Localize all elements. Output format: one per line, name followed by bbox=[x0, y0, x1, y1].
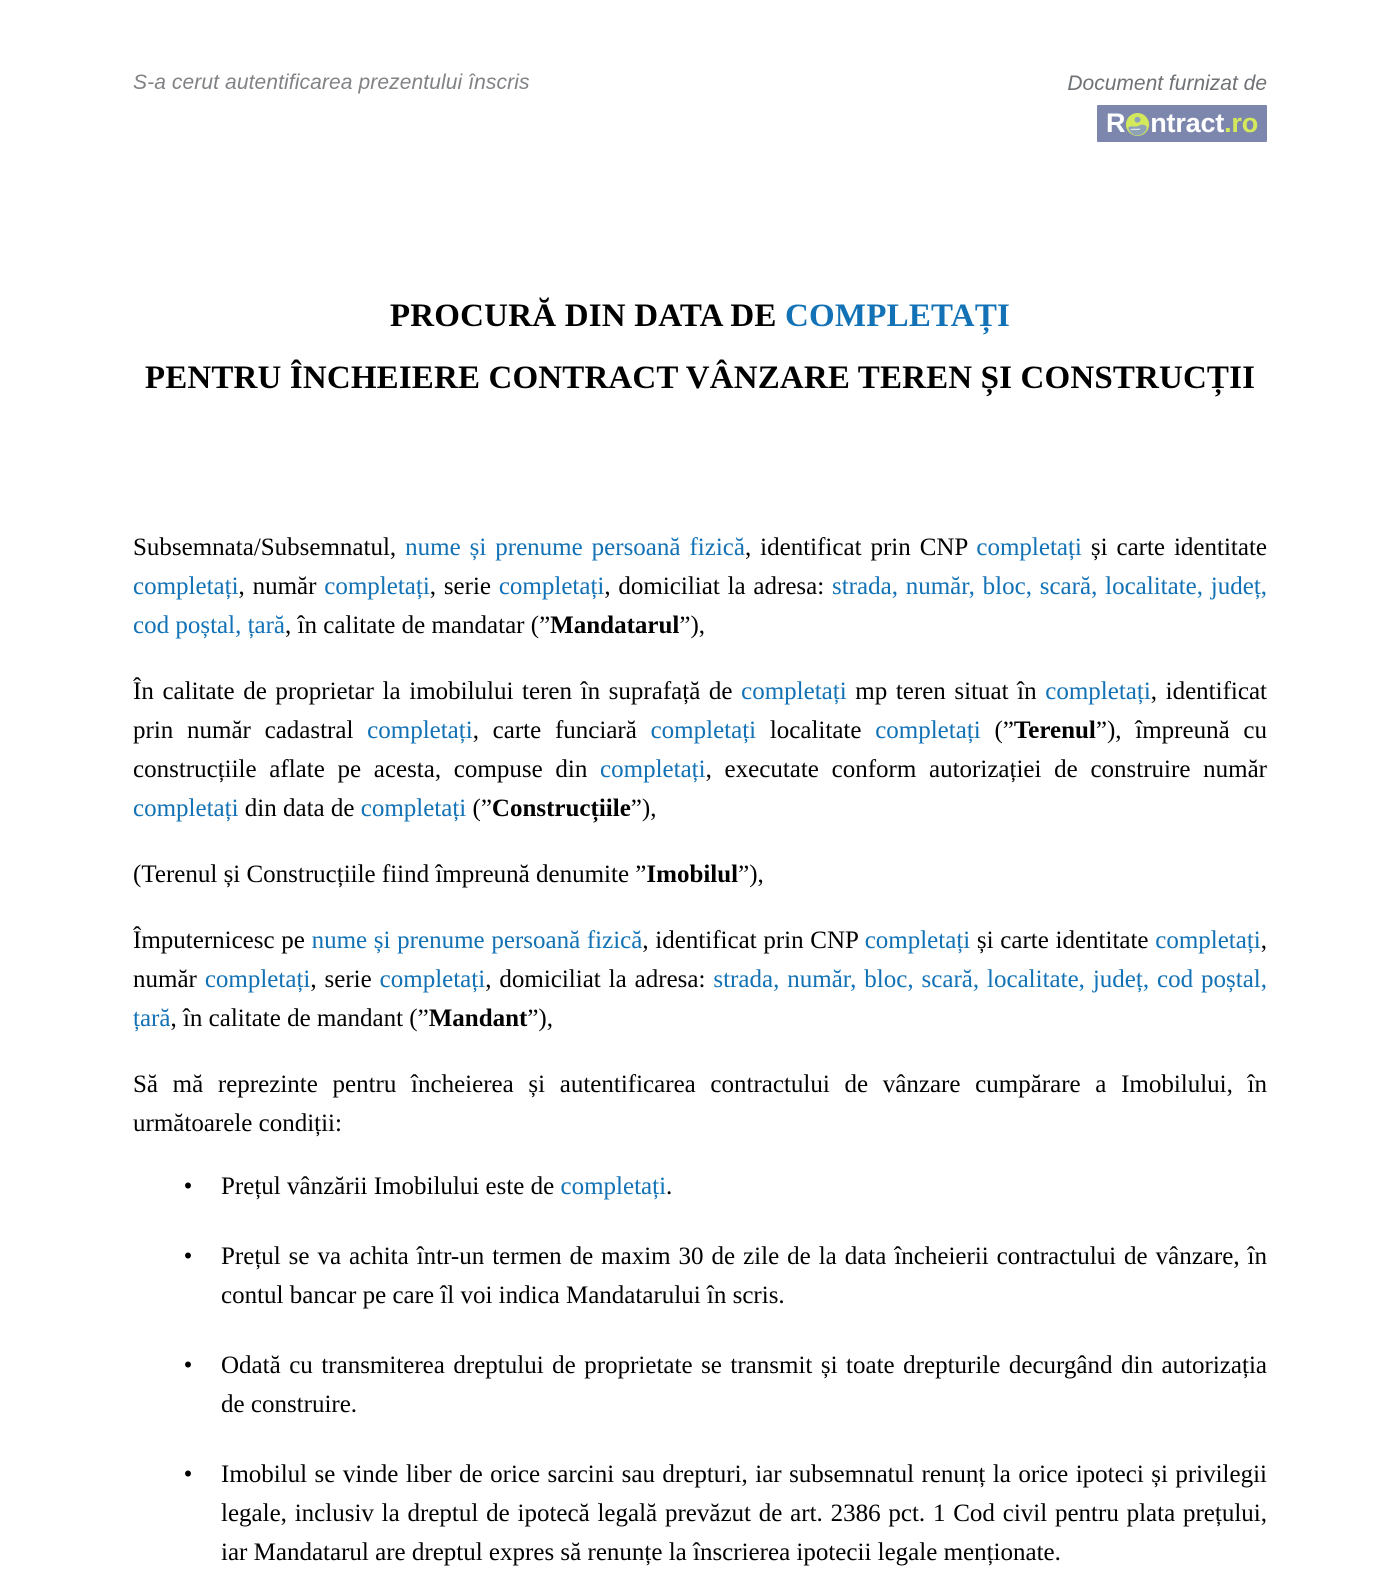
placeholder-field[interactable]: completați bbox=[498, 573, 605, 600]
logo-prefix: R bbox=[1105, 108, 1126, 138]
text-run: Odată cu transmiterea dreptului de proprietate se transmit și toate drepturile decurgând din autorizația de construire. bbox=[221, 1352, 1267, 1418]
page-title-placeholder: COMPLETAȚI bbox=[785, 298, 1011, 334]
placeholder-field[interactable]: strada, număr, bloc, scară, localitate, județ, cod poștal, țară bbox=[133, 966, 1268, 1032]
placeholder-field[interactable]: completați bbox=[875, 717, 981, 744]
text-run: (Terenul și Construcțiile fiind împreună denumite ” bbox=[133, 861, 647, 888]
text-run: . bbox=[666, 1173, 673, 1200]
page-header bbox=[0, 0, 1400, 170]
page-title-prefix: PROCURĂ DIN DATA DE bbox=[389, 298, 786, 334]
provider-label: Document furnizat de bbox=[1067, 72, 1267, 95]
imobilul-definition-paragraph bbox=[133, 855, 1267, 894]
paragraphs-container bbox=[133, 528, 1267, 1143]
authentication-note: S-a cerut autentificarea prezentului înscris bbox=[133, 71, 530, 94]
bullet-icon: • bbox=[183, 1173, 193, 1200]
bullet-icon: • bbox=[183, 1461, 193, 1488]
text-run: Să mă reprezinte pentru încheierea și autentificarea contractului de vânzare cumpărare a Imobilului, în următoarele condiții: bbox=[133, 1071, 1267, 1137]
condition-free-of-encumbrances bbox=[133, 1455, 1267, 1572]
text-run: ”), bbox=[527, 1005, 553, 1032]
text-run: , în calitate de mandant (” bbox=[170, 1005, 429, 1032]
representation-paragraph bbox=[133, 1065, 1267, 1143]
text-run: , domiciliat la adresa: bbox=[485, 966, 714, 993]
text-run: Imobilul se vinde liber de orice sarcini sau drepturi, iar subsemnatul renunț la orice ipoteci și privilegii legale, inclusiv la dreptul de ipotecă legală prevăzut de art. 2386 pct. 1 Cod civil pentru plata prețului, iar Mandatarul are dreptul expres să renunțe la înscrierea ipotecii legale menționate. bbox=[221, 1461, 1267, 1566]
defined-term: Imobilul bbox=[646, 861, 739, 888]
list-item-text bbox=[221, 1352, 1267, 1418]
text-run: , identificat prin număr cadastral bbox=[133, 678, 1267, 744]
list-item-text bbox=[221, 1173, 672, 1200]
placeholder-field[interactable]: completați bbox=[741, 678, 847, 705]
condition-payment-term bbox=[133, 1237, 1267, 1315]
text-run: Prețul se va achita într-un termen de maxim 30 de zile de la data încheierii contractului de vânzare, în contul bancar pe care îl voi indica Mandatarului în scris. bbox=[221, 1243, 1267, 1309]
text-run: din data de bbox=[238, 795, 361, 822]
text-run: și carte identitate bbox=[1081, 534, 1267, 561]
placeholder-field[interactable]: strada, număr, bloc, scară, localitate, județ, cod poștal, țară bbox=[133, 573, 1268, 639]
globe-handshake-icon bbox=[1125, 112, 1150, 137]
mandant-paragraph bbox=[133, 921, 1267, 1038]
logo-suffix-tld: .ro bbox=[1224, 108, 1258, 138]
placeholder-field[interactable]: completați bbox=[133, 573, 239, 600]
text-run: , identificat prin CNP bbox=[744, 534, 977, 561]
placeholder-field[interactable]: completați bbox=[976, 534, 1082, 561]
placeholder-field[interactable]: completați bbox=[560, 1173, 667, 1200]
defined-term: Mandatarul bbox=[550, 612, 680, 639]
text-run: , identificat prin CNP bbox=[642, 927, 865, 954]
text-run: localitate bbox=[756, 717, 876, 744]
condition-building-permit-rights bbox=[133, 1346, 1267, 1424]
list-item-text bbox=[221, 1243, 1267, 1309]
defined-term: Construcțiile bbox=[491, 795, 631, 822]
page-title-line-2: PENTRU ÎNCHEIERE CONTRACT VÂNZARE TEREN ȘI CONSTRUCȚII bbox=[144, 360, 1256, 396]
placeholder-field[interactable]: completați bbox=[360, 795, 467, 822]
document-body bbox=[133, 528, 1267, 1572]
text-run: , număr bbox=[133, 927, 1267, 993]
bullet-icon: • bbox=[183, 1243, 193, 1270]
text-run: În calitate de proprietar la imobilului teren în suprafață de bbox=[133, 678, 742, 705]
logo-middle: ntract bbox=[1150, 108, 1225, 138]
text-run: Subsemnata/Subsemnatul, bbox=[133, 534, 406, 561]
text-run: , în calitate de mandatar (” bbox=[285, 612, 551, 639]
page-title-line-1 bbox=[133, 293, 1267, 339]
text-run: ”), împreună cu construcțiile aflate pe acesta, compuse din bbox=[133, 717, 1267, 783]
placeholder-field[interactable]: completați bbox=[650, 717, 757, 744]
bullet-icon: • bbox=[183, 1352, 193, 1379]
text-run: și carte identitate bbox=[970, 927, 1156, 954]
placeholder-field[interactable]: completați bbox=[864, 927, 971, 954]
text-run: (” bbox=[980, 717, 1014, 744]
defined-term: Terenul bbox=[1013, 717, 1096, 744]
list-item-text bbox=[221, 1461, 1267, 1566]
placeholder-field[interactable]: completați bbox=[324, 573, 430, 600]
placeholder-field[interactable]: completați bbox=[1045, 678, 1151, 705]
text-run: , domiciliat la adresa: bbox=[604, 573, 832, 600]
conditions-list bbox=[133, 1167, 1267, 1572]
placeholder-field[interactable]: completați bbox=[379, 966, 486, 993]
defined-term: Mandant bbox=[428, 1005, 528, 1032]
text-run: , număr bbox=[238, 573, 325, 600]
condition-price bbox=[133, 1167, 1267, 1206]
placeholder-field[interactable]: nume și prenume persoană fizică bbox=[405, 534, 745, 561]
text-run: , serie bbox=[429, 573, 499, 600]
placeholder-field[interactable]: completați bbox=[600, 756, 706, 783]
placeholder-field[interactable]: completați bbox=[1155, 927, 1261, 954]
text-run: ”), bbox=[630, 795, 657, 822]
text-run: mp teren situat în bbox=[846, 678, 1046, 705]
placeholder-field[interactable]: nume și prenume persoană fizică bbox=[311, 927, 643, 954]
mandatar-paragraph bbox=[133, 528, 1267, 645]
rontract-logo[interactable] bbox=[1097, 105, 1267, 142]
text-run: ”), bbox=[679, 612, 706, 639]
provider-block bbox=[1067, 71, 1267, 142]
teren-constructii-paragraph bbox=[133, 672, 1267, 828]
title-block bbox=[133, 293, 1267, 401]
placeholder-field[interactable]: completați bbox=[204, 966, 311, 993]
placeholder-field[interactable]: completați bbox=[133, 795, 239, 822]
text-run: Împuternicesc pe bbox=[133, 927, 312, 954]
text-run: Prețul vânzării Imobilului este de bbox=[221, 1173, 561, 1200]
text-run: , executate conform autorizației de construire număr bbox=[705, 756, 1268, 783]
placeholder-field[interactable]: completați bbox=[367, 717, 473, 744]
text-run: , serie bbox=[310, 966, 380, 993]
text-run: , carte funciară bbox=[472, 717, 651, 744]
text-run: (” bbox=[466, 795, 492, 822]
text-run: ”), bbox=[738, 861, 764, 888]
